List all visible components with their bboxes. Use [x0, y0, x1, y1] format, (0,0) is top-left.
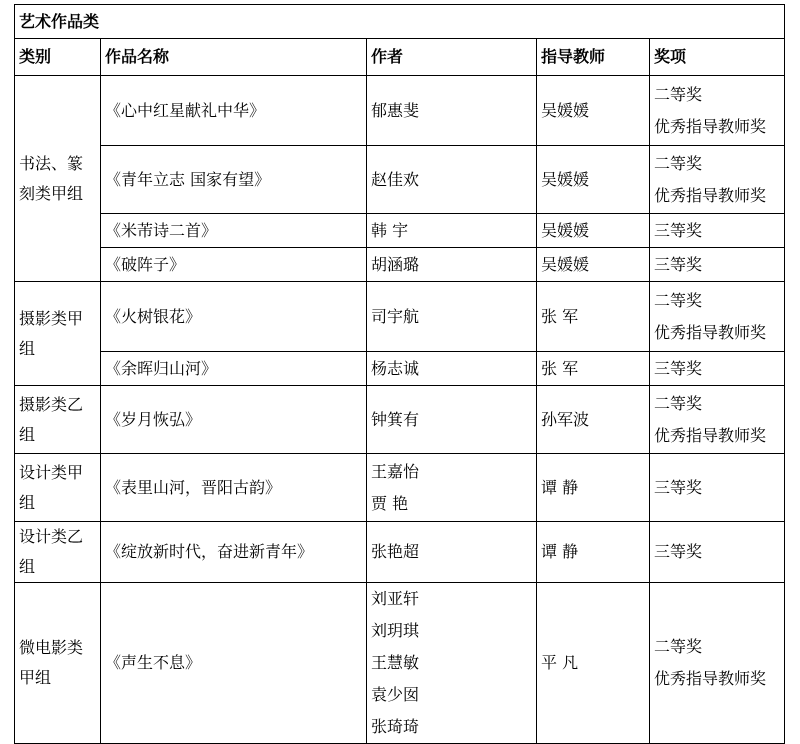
teacher-cell: 谭 静	[537, 454, 650, 522]
header-category: 类别	[15, 39, 101, 76]
work-title-cell: 《心中红星献礼中华》	[101, 76, 367, 146]
work-title-cell: 《绽放新时代，奋进新青年》	[101, 522, 367, 583]
author-cell-line: 贾 艳	[371, 493, 409, 513]
award-cell	[650, 248, 785, 282]
award-cell-line: 三等奖	[654, 254, 703, 274]
author-cell-line: 郁惠斐	[371, 100, 420, 120]
award-cell-line: 三等奖	[654, 477, 703, 497]
award-cell-line: 二等奖	[654, 393, 703, 413]
table-row	[15, 386, 785, 454]
work-title-cell: 《米芾诗二首》	[101, 214, 367, 248]
work-title-cell: 《表里山河，晋阳古韵》	[101, 454, 367, 522]
award-cell-line: 优秀指导教师奖	[654, 116, 767, 136]
author-cell-line: 刘玥琪	[371, 621, 420, 640]
work-title-cell: 《余晖归山河》	[101, 352, 367, 386]
teacher-cell: 张 军	[537, 282, 650, 352]
author-cell	[367, 522, 537, 583]
author-cell-line: 张琦琦	[371, 717, 420, 736]
teacher-cell: 吴媛媛	[537, 146, 650, 214]
teacher-cell: 谭 静	[537, 522, 650, 583]
table-row	[15, 522, 785, 583]
award-cell	[650, 583, 785, 744]
author-cell	[367, 146, 537, 214]
award-cell-line: 优秀指导教师奖	[654, 185, 767, 205]
award-cell-line: 优秀指导教师奖	[654, 669, 767, 688]
author-cell	[367, 352, 537, 386]
award-cell-line: 优秀指导教师奖	[654, 322, 767, 342]
author-cell-line: 司宇航	[371, 306, 420, 326]
category-cell: 设计类乙组	[15, 522, 101, 583]
header-award: 奖项	[650, 39, 785, 76]
work-title-cell: 《破阵子》	[101, 248, 367, 282]
section-title: 艺术作品类	[15, 5, 785, 39]
award-cell	[650, 454, 785, 522]
work-title-cell: 《青年立志 国家有望》	[101, 146, 367, 214]
awards-document	[14, 4, 784, 744]
author-cell-line: 韩 宇	[371, 220, 409, 240]
author-cell	[367, 214, 537, 248]
table-row	[15, 282, 785, 352]
category-cell: 摄影类甲组	[15, 282, 101, 386]
author-cell	[367, 583, 537, 744]
header-author: 作者	[367, 39, 537, 76]
award-cell	[650, 386, 785, 454]
header-teacher: 指导教师	[537, 39, 650, 76]
table-row	[15, 214, 785, 248]
work-title-cell: 《岁月恢弘》	[101, 386, 367, 454]
table-row	[15, 76, 785, 146]
award-cell-line: 二等奖	[654, 637, 703, 656]
award-cell-line: 三等奖	[654, 220, 703, 240]
award-cell-line: 二等奖	[654, 153, 703, 173]
award-cell	[650, 76, 785, 146]
category-cell: 微电影类甲组	[15, 583, 101, 744]
category-cell: 摄影类乙组	[15, 386, 101, 454]
header-row	[15, 39, 785, 76]
teacher-cell: 吴媛媛	[537, 214, 650, 248]
table-row	[15, 583, 785, 744]
section-title-row	[15, 5, 785, 39]
table-row	[15, 454, 785, 522]
award-cell	[650, 522, 785, 583]
work-title-cell: 《声生不息》	[101, 583, 367, 744]
teacher-cell: 吴媛媛	[537, 76, 650, 146]
table-row	[15, 146, 785, 214]
work-title-cell: 《火树银花》	[101, 282, 367, 352]
award-cell	[650, 282, 785, 352]
author-cell-line: 王慧敏	[371, 653, 420, 672]
author-cell-line: 张艳超	[371, 542, 420, 561]
award-cell-line: 二等奖	[654, 290, 703, 310]
award-cell-line: 优秀指导教师奖	[654, 425, 767, 445]
teacher-cell: 平 凡	[537, 583, 650, 744]
author-cell-line: 刘亚轩	[371, 589, 420, 608]
author-cell	[367, 386, 537, 454]
teacher-cell: 孙军波	[537, 386, 650, 454]
award-cell-line: 三等奖	[654, 358, 703, 378]
author-cell	[367, 454, 537, 522]
award-cell	[650, 146, 785, 214]
award-cell	[650, 214, 785, 248]
author-cell	[367, 282, 537, 352]
award-cell-line: 三等奖	[654, 542, 703, 561]
award-cell	[650, 352, 785, 386]
award-cell-line: 二等奖	[654, 84, 703, 104]
teacher-cell: 张 军	[537, 352, 650, 386]
category-cell: 设计类甲组	[15, 454, 101, 522]
table-row	[15, 248, 785, 282]
author-cell-line: 杨志诚	[371, 358, 420, 378]
author-cell-line: 赵佳欢	[371, 169, 420, 189]
author-cell-line: 王嘉怡	[371, 461, 420, 481]
author-cell-line: 胡涵璐	[371, 254, 420, 274]
awards-table	[14, 4, 785, 744]
author-cell-line: 钟箕有	[371, 409, 420, 429]
category-cell: 书法、篆刻类甲组	[15, 76, 101, 282]
author-cell-line: 袁少囡	[371, 685, 420, 704]
header-work-title: 作品名称	[101, 39, 367, 76]
teacher-cell: 吴媛媛	[537, 248, 650, 282]
author-cell	[367, 76, 537, 146]
author-cell	[367, 248, 537, 282]
table-row	[15, 352, 785, 386]
